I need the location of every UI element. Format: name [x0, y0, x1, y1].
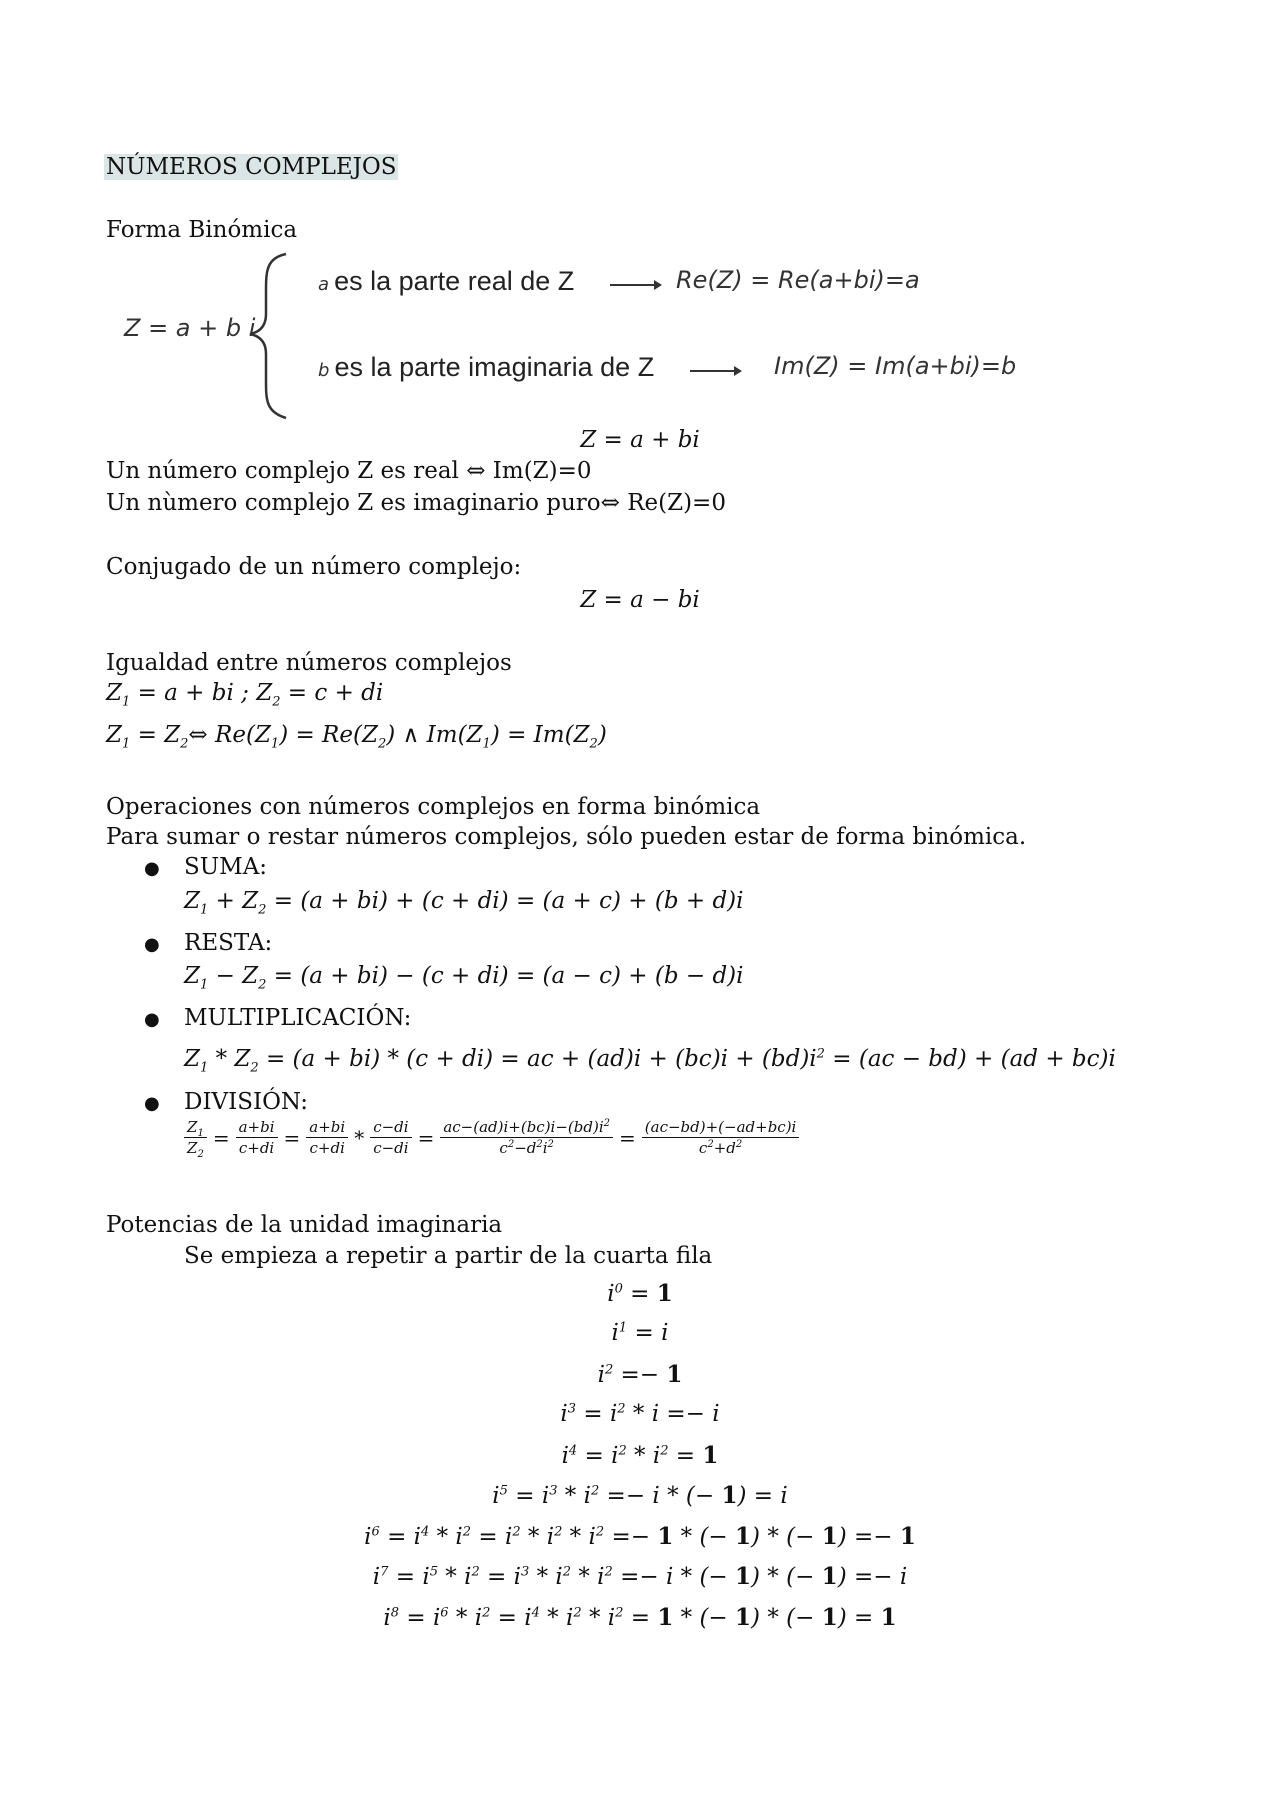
diagram-real-formula: Re(Z) = Re(a+bi)=a [676, 266, 920, 294]
binomial-equation: Z = a + bi [580, 427, 700, 453]
igualdad-definition: $Z_1 = a$ + bi ; $Z_2 = c$ + di [106, 680, 384, 710]
real-condition: Un número complejo Z es real ⇔ Im(Z)=0 [106, 458, 592, 484]
power-row: $i^0 = 1$ [607, 1280, 673, 1307]
diagram-z-label: Z = a + b i [124, 314, 256, 342]
imaginary-condition: Un nùmero complejo Z es imaginario puro⇔ Re(Z)=0 [106, 490, 726, 516]
power-row: $i^6 = i^4 * i^2 = i^2 * i^2 * i^2 =- 1$ * (− 1) * (− 1) =− 1 [364, 1523, 916, 1550]
power-row: $i^8 = i^6 * i^2 = i^4 * i^2 * i^2 = 1$ * (− 1) * (− 1) = 1 [383, 1604, 897, 1631]
forma-binomica-diagram [106, 252, 1017, 422]
division-label: DIVISIÓN: [184, 1089, 308, 1115]
igualdad-heading: Igualdad entre números complejos [106, 650, 512, 676]
potencias-note: Se empieza a repetir a partir de la cuarta fila [184, 1243, 713, 1269]
operaciones-heading: Operaciones con números complejos en forma binómica [106, 794, 761, 820]
power-row: $i^3 = i^2 * i =- i$ [560, 1401, 720, 1427]
conjugado-equation: Z = a − bi [580, 587, 700, 613]
suma-formula: $Z_1 + Z_2 = (a + bi) + (c + di) = (a + c) + (b + d)i$ [184, 888, 744, 918]
operaciones-intro: Para sumar o restar números complejos, sólo pueden estar de forma binómica. [106, 824, 1027, 850]
diagram-imag-formula: Im(Z) = Im(a+bi)=b [774, 352, 1017, 380]
diagram-real-var: a [318, 274, 330, 295]
bullet-icon: ● [144, 1093, 160, 1114]
diagram-imag-text: es la parte imaginaria de Z [334, 352, 655, 382]
power-row: $i^5 = i^3 * i^2 =- i$ * (− 1) = i [492, 1482, 788, 1509]
bullet-icon: ● [144, 934, 160, 955]
conjugado-heading: Conjugado de un número complejo: [106, 554, 522, 580]
power-row: $i^1 = i$ [611, 1320, 669, 1346]
division-formula: $\frac{Z_1}{Z_2}$ = $\frac{a+bi}{c+di}$ = $\frac{a+bi}{c+di}$ * $\frac{c-di}{c-di}$ = $\frac{ac-(ad)i+(bc)i-(bd)i^2}{c^2-d^2i^2}$ = $\frac{(ac-bd)+(-ad+bc)i}{c^2+d^2}$ [184, 1118, 799, 1157]
suma-label: SUMA: [184, 854, 268, 880]
multiplicacion-label: MULTIPLICACIÓN: [184, 1005, 412, 1031]
power-row: $i^7 = i^5 * i^2 = i^3 * i^2 * i^2 =- i$ * (− 1) * (− 1) =− i [372, 1563, 908, 1590]
potencias-heading: Potencias de la unidad imaginaria [106, 1212, 503, 1238]
page-title [104, 152, 398, 182]
multiplicacion-formula: $Z_1 * Z_2 = (a + bi) * (c + di)$ = ac + $(ad)i + (bc)i + (bd)i^2 = (ac - bd) + (ad + bc)i$ [184, 1046, 1116, 1076]
power-row: $i^4 = i^2 * i^2 = 1$ [561, 1442, 719, 1469]
bullet-icon: ● [144, 858, 160, 879]
diagram-real-text: es la parte real de Z [334, 266, 575, 296]
resta-label: RESTA: [184, 930, 273, 956]
arrow-right-icon [610, 278, 662, 292]
arrow-right-icon [690, 364, 742, 378]
diagram-imag-row [318, 352, 654, 383]
bullet-icon: ● [144, 1009, 160, 1030]
power-row: $i^2 =- 1$ [597, 1361, 683, 1388]
diagram-real-row [318, 266, 574, 297]
resta-formula: $Z_1 - Z_2 = (a + bi) - (c + di) = (a - c) + (b - d)i$ [184, 963, 744, 993]
forma-binomica-heading: Forma Binómica [106, 217, 298, 243]
title-highlight: NÚMEROS COMPLEJOS [106, 154, 397, 180]
curly-brace-icon [246, 252, 306, 420]
igualdad-condition: $Z_1$ = $Z_2\Leftrightarrow$ $Re(Z_1) = Re(Z_2)$ ∧ $Im(Z_1) = Im(Z_2)$ [106, 722, 607, 752]
diagram-imag-var: b [318, 360, 330, 381]
